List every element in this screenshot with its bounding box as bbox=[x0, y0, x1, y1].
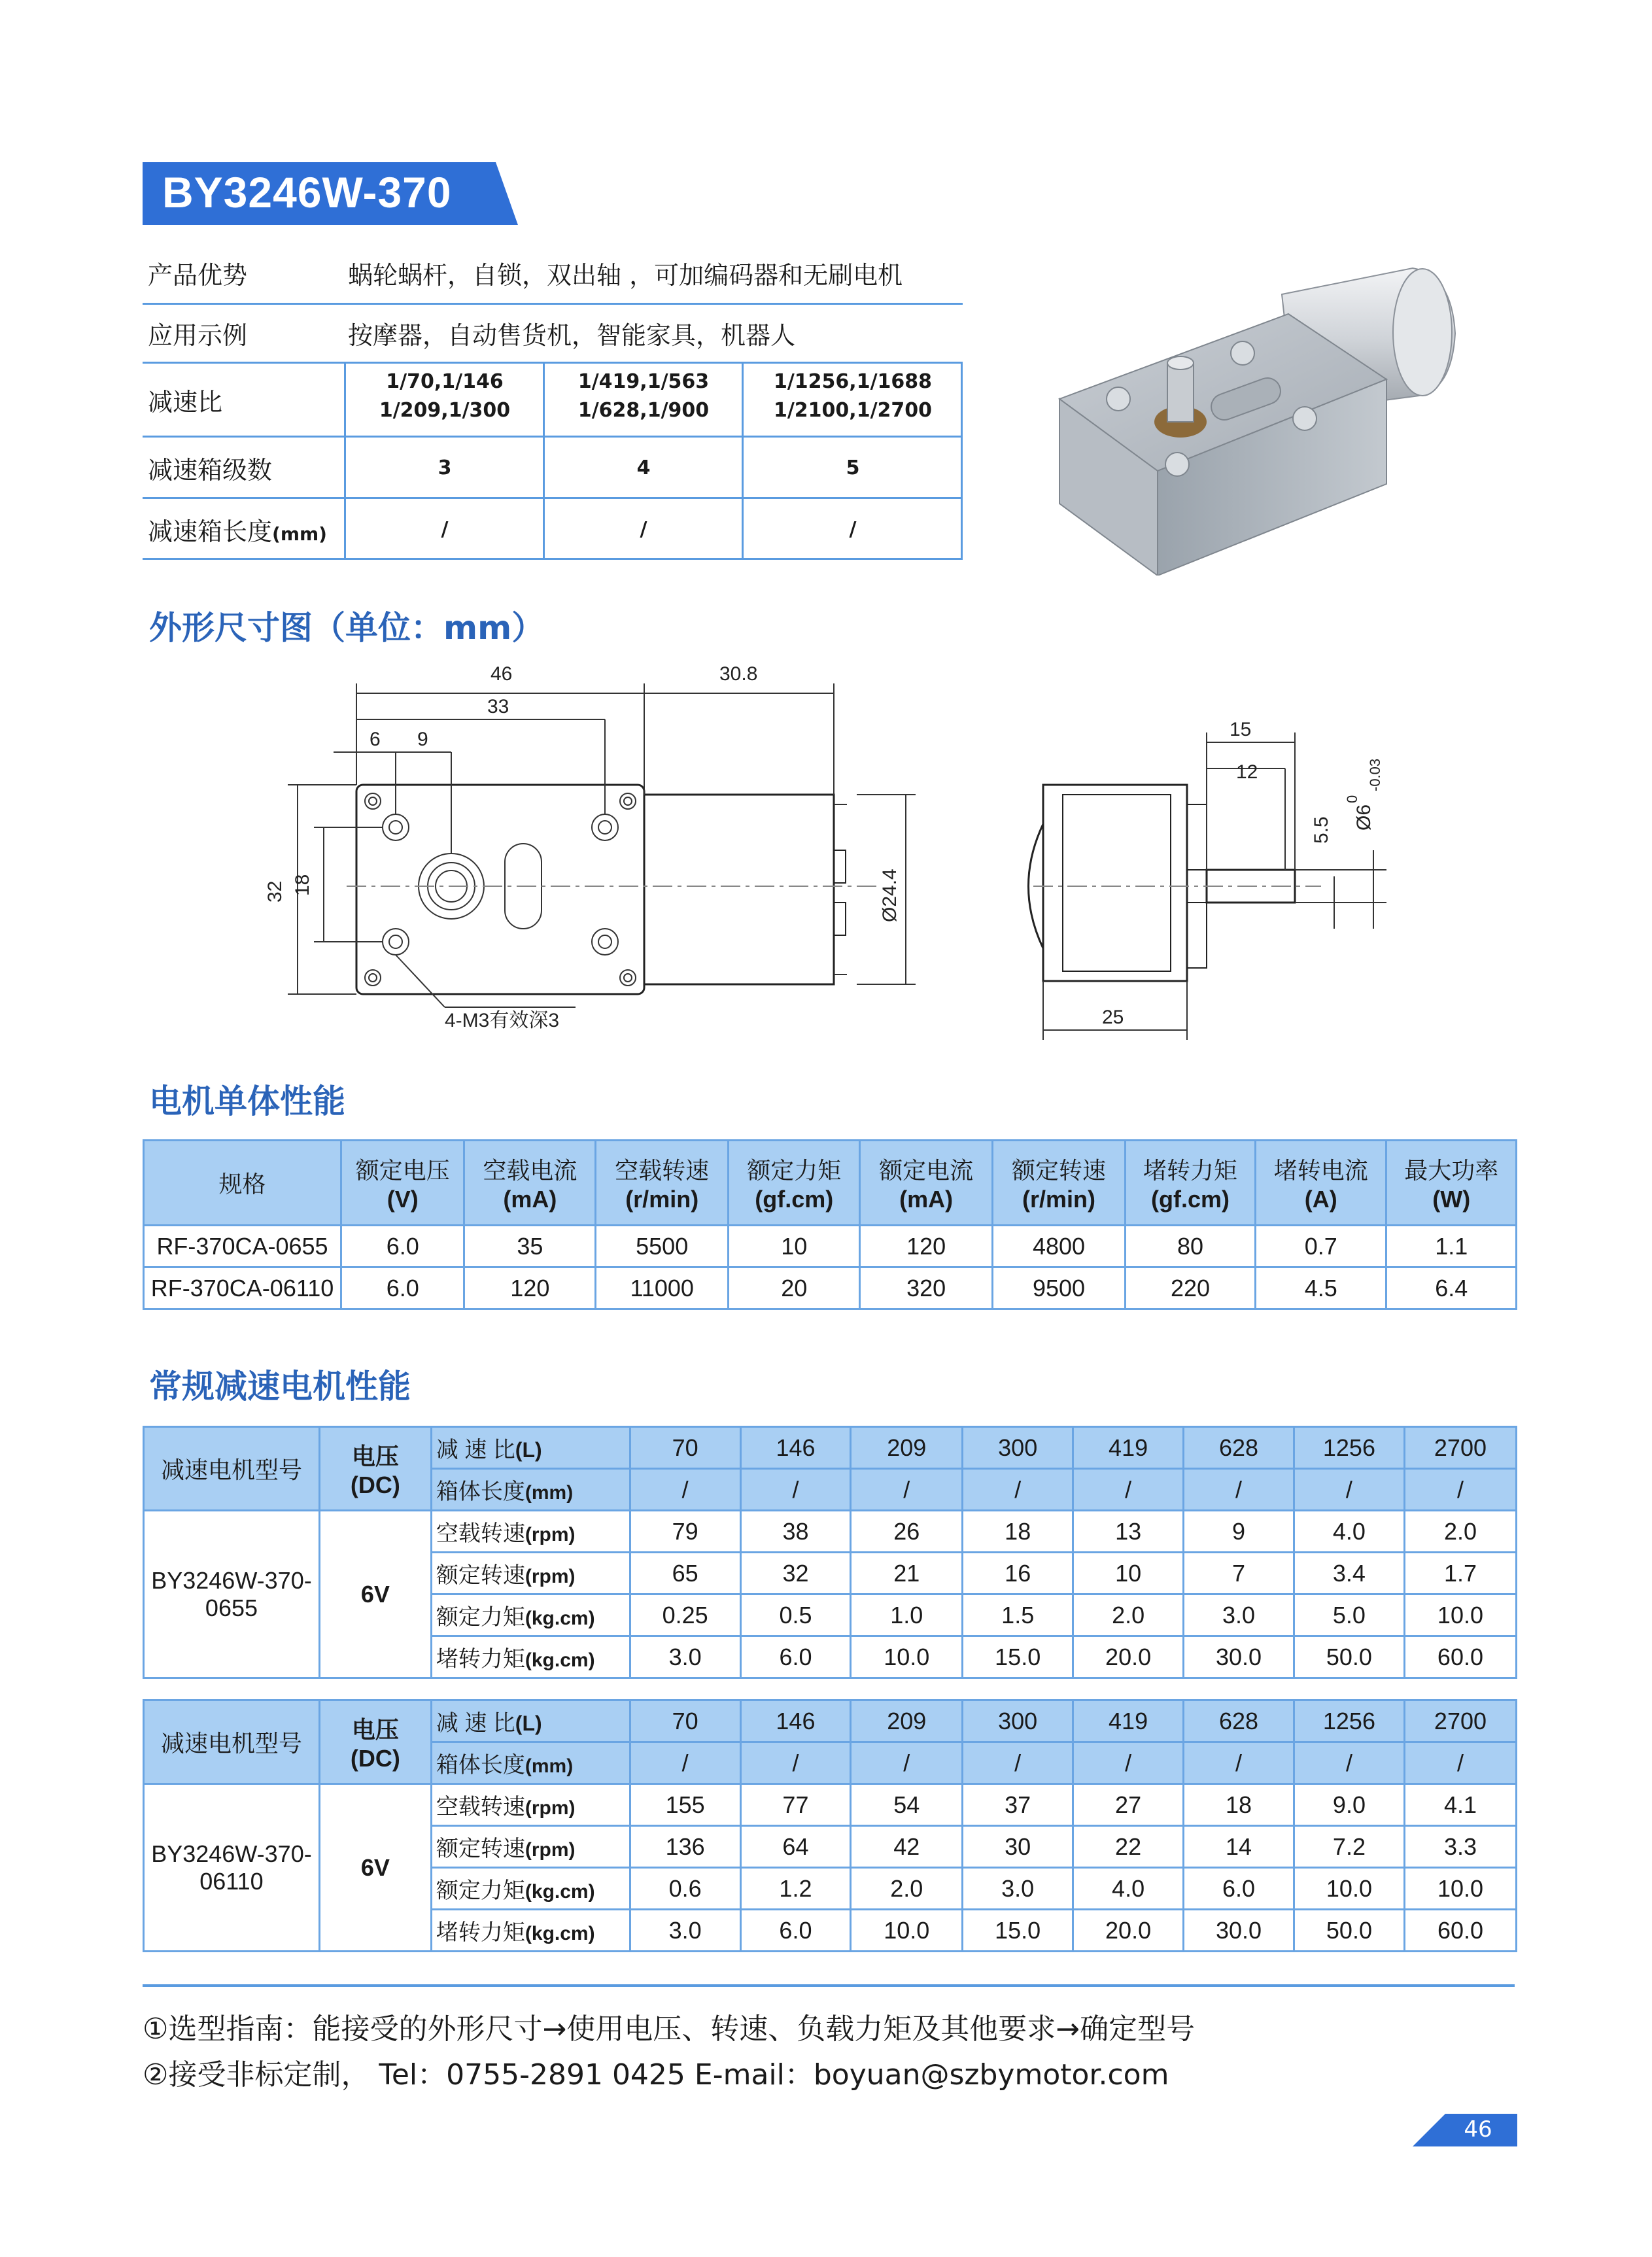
header-text: 额定力矩 bbox=[747, 1157, 842, 1184]
table-cell: 136 bbox=[630, 1826, 740, 1868]
ratio-value: 628 bbox=[1184, 1700, 1294, 1742]
table-cell: 60.0 bbox=[1404, 1636, 1516, 1678]
grid-line bbox=[742, 362, 744, 560]
table-text: 减 速 比 bbox=[436, 1438, 515, 1462]
header-spec bbox=[144, 1141, 341, 1226]
table-cell: 64 bbox=[740, 1826, 851, 1868]
row-label bbox=[431, 1511, 630, 1553]
table-text: (L) bbox=[515, 1712, 542, 1735]
ratio-value: 146 bbox=[740, 1427, 851, 1469]
row-label-unit: (rpm) bbox=[525, 1839, 576, 1861]
table-cell: 14 bbox=[1184, 1826, 1294, 1868]
length-value: / bbox=[963, 1469, 1073, 1511]
table-cell: 15.0 bbox=[963, 1636, 1073, 1678]
row-label bbox=[431, 1636, 630, 1678]
length-label bbox=[148, 511, 327, 547]
length-header bbox=[431, 1742, 630, 1784]
dim-32: 32 bbox=[264, 880, 286, 903]
length-value: / bbox=[630, 1742, 740, 1784]
table-cell: 13 bbox=[1073, 1511, 1184, 1553]
front-view-labels bbox=[264, 663, 901, 1031]
ratio-value: 628 bbox=[1184, 1427, 1294, 1469]
length-unit: (mm) bbox=[272, 523, 327, 545]
application-value: 按摩器，自动售货机，智能家具，机器人 bbox=[348, 321, 796, 350]
dim-9: 9 bbox=[417, 729, 428, 750]
model-text: BY3246W-370- bbox=[151, 1566, 312, 1594]
tolerance-lower: -0.03 bbox=[1367, 758, 1383, 791]
stages-cell: 3 bbox=[438, 457, 452, 479]
dim-12: 12 bbox=[1236, 761, 1258, 783]
length-value: / bbox=[851, 1469, 963, 1511]
divider bbox=[143, 436, 963, 438]
table-cell: 21 bbox=[851, 1553, 963, 1594]
length-value: / bbox=[851, 1742, 963, 1784]
table-cell: 10.0 bbox=[851, 1910, 963, 1952]
length-value: / bbox=[630, 1469, 740, 1511]
table-text: 减 速 比 bbox=[436, 1711, 515, 1736]
header-text: 额定电压 bbox=[355, 1157, 450, 1184]
header-text: 堵转力矩 bbox=[1143, 1157, 1238, 1184]
table-cell: 220 bbox=[1125, 1267, 1255, 1309]
table-cell: 10.0 bbox=[1404, 1868, 1516, 1910]
model-header bbox=[144, 1700, 320, 1784]
row-label-unit: (rpm) bbox=[525, 1797, 576, 1819]
header-text: 空载电流 bbox=[483, 1157, 577, 1184]
table-text: 电压 bbox=[351, 1716, 399, 1743]
table-text: 减速电机型号 bbox=[160, 1456, 302, 1483]
header-text: 额定电流 bbox=[879, 1157, 974, 1184]
table-cell: 3.0 bbox=[630, 1636, 740, 1678]
table-cell: 26 bbox=[851, 1511, 963, 1553]
header-text: 空载转速 bbox=[615, 1157, 710, 1184]
length-cell: / bbox=[441, 518, 449, 541]
header-rated-current bbox=[860, 1141, 993, 1226]
row-label-text: 堵转力矩 bbox=[436, 1920, 525, 1945]
grid-line bbox=[344, 362, 346, 560]
divider bbox=[143, 497, 963, 499]
table-row bbox=[144, 1267, 1517, 1309]
header-text: 最大功率 bbox=[1404, 1157, 1499, 1184]
table-cell: 50.0 bbox=[1294, 1636, 1404, 1678]
table-cell: 16 bbox=[963, 1553, 1073, 1594]
ratio-text: 1/2100,1/2700 bbox=[773, 399, 933, 422]
header-unit: (W) bbox=[1432, 1186, 1471, 1213]
table-cell: 4.0 bbox=[1073, 1868, 1184, 1910]
header-noload-current bbox=[464, 1141, 596, 1226]
table-row bbox=[144, 1784, 1517, 1826]
table-cell: 6.0 bbox=[740, 1910, 851, 1952]
table-row bbox=[144, 1226, 1517, 1267]
voltage-header bbox=[319, 1427, 431, 1511]
row-label-unit: (rpm) bbox=[525, 1566, 576, 1587]
header-unit: (V) bbox=[387, 1186, 419, 1213]
table-cell: 4800 bbox=[992, 1226, 1125, 1267]
table-cell: 37 bbox=[963, 1784, 1073, 1826]
ratio-value: 1256 bbox=[1294, 1427, 1404, 1469]
table-cell: 5.0 bbox=[1294, 1594, 1404, 1636]
ratio-header bbox=[431, 1700, 630, 1742]
table-cell: 79 bbox=[630, 1511, 740, 1553]
table-cell: 10.0 bbox=[851, 1636, 963, 1678]
ratio-text: 1/628,1/900 bbox=[577, 399, 710, 422]
dimension-heading: 外形尺寸图（单位：mm） bbox=[149, 609, 545, 647]
header-text: 额定转速 bbox=[1011, 1157, 1106, 1184]
table-cell: 20 bbox=[729, 1267, 860, 1309]
table-cell: 3.3 bbox=[1404, 1826, 1516, 1868]
table-cell: 4.5 bbox=[1256, 1267, 1386, 1309]
front-view bbox=[288, 683, 916, 1007]
stages-label: 减速箱级数 bbox=[148, 456, 273, 485]
voltage-header bbox=[319, 1700, 431, 1784]
ratio-value: 146 bbox=[740, 1700, 851, 1742]
divider bbox=[143, 362, 963, 364]
length-cell: / bbox=[849, 518, 857, 541]
header-rated-torque bbox=[729, 1141, 860, 1226]
dim-30-8: 30.8 bbox=[719, 663, 758, 685]
header-unit: (r/min) bbox=[625, 1186, 699, 1213]
thread-note: 4-M3有效深3 bbox=[445, 1010, 560, 1031]
divider bbox=[143, 558, 963, 560]
length-value: / bbox=[740, 1469, 851, 1511]
row-label bbox=[431, 1868, 630, 1910]
table-cell: 4.0 bbox=[1294, 1511, 1404, 1553]
length-label-text: 减速箱长度 bbox=[148, 517, 273, 546]
length-value: / bbox=[1404, 1469, 1516, 1511]
table-cell: 0.25 bbox=[630, 1594, 740, 1636]
model-cell bbox=[144, 1511, 320, 1678]
length-value: / bbox=[740, 1742, 851, 1784]
table-cell: 42 bbox=[851, 1826, 963, 1868]
model-text: BY3246W-370- bbox=[151, 1840, 312, 1867]
header-rated-speed bbox=[992, 1141, 1125, 1226]
dim-5-5: 5.5 bbox=[1311, 816, 1332, 844]
ratio-value: 2700 bbox=[1404, 1427, 1516, 1469]
table-cell: 38 bbox=[740, 1511, 851, 1553]
ratio-value: 2700 bbox=[1404, 1700, 1516, 1742]
footer-selection-guide: ①选型指南：能接受的外形尺寸→使用电压、转速、负载力矩及其他要求→确定型号 bbox=[143, 2012, 1196, 2046]
table-cell: 1.1 bbox=[1386, 1226, 1517, 1267]
dim-46: 46 bbox=[490, 663, 513, 685]
header-text: 堵转电流 bbox=[1273, 1157, 1368, 1184]
ratio-value: 419 bbox=[1073, 1427, 1184, 1469]
table-cell: 6.0 bbox=[740, 1636, 851, 1678]
ratio-value: 70 bbox=[630, 1700, 740, 1742]
row-label-unit: (rpm) bbox=[525, 1524, 576, 1545]
table-cell: 20.0 bbox=[1073, 1910, 1184, 1952]
ratio-value: 1256 bbox=[1294, 1700, 1404, 1742]
page-number-badge bbox=[1413, 2114, 1517, 2146]
footer-divider bbox=[143, 1984, 1515, 1987]
gear-motor-table bbox=[143, 1426, 1517, 1679]
row-label bbox=[431, 1784, 630, 1826]
header-unit: (mA) bbox=[503, 1186, 557, 1213]
header-stall-current bbox=[1256, 1141, 1386, 1226]
table-cell: 2.0 bbox=[1404, 1511, 1516, 1553]
table-cell: 1.0 bbox=[851, 1594, 963, 1636]
table-cell: 32 bbox=[740, 1553, 851, 1594]
header-max-power bbox=[1386, 1141, 1517, 1226]
row-label-text: 额定力矩 bbox=[436, 1878, 525, 1903]
table-cell: 0.7 bbox=[1256, 1226, 1386, 1267]
length-value: / bbox=[1404, 1742, 1516, 1784]
table-cell: 11000 bbox=[596, 1267, 729, 1309]
ratio-cell-1 bbox=[345, 368, 544, 425]
table-cell: 15.0 bbox=[963, 1910, 1073, 1952]
table-cell: 9500 bbox=[992, 1267, 1125, 1309]
table-cell: 20.0 bbox=[1073, 1636, 1184, 1678]
row-label-unit: (kg.cm) bbox=[525, 1649, 595, 1671]
table-cell: 18 bbox=[963, 1511, 1073, 1553]
table-cell: 6.4 bbox=[1386, 1267, 1517, 1309]
table-cell: 3.0 bbox=[1184, 1594, 1294, 1636]
table-text: (DC) bbox=[350, 1745, 400, 1772]
dim-18: 18 bbox=[292, 874, 313, 896]
table-cell: 77 bbox=[740, 1784, 851, 1826]
application-label: 应用示例 bbox=[148, 321, 248, 350]
table-cell: RF-370CA-06110 bbox=[144, 1267, 341, 1309]
model-text: 06110 bbox=[199, 1867, 264, 1895]
table-text: (mm) bbox=[525, 1482, 574, 1504]
dim-15: 15 bbox=[1230, 719, 1252, 740]
header-text: 规格 bbox=[218, 1171, 266, 1197]
length-value: / bbox=[1073, 1742, 1184, 1784]
ratio-value: 300 bbox=[963, 1700, 1073, 1742]
row-label-text: 堵转力矩 bbox=[436, 1647, 525, 1672]
dim-25: 25 bbox=[1102, 1007, 1124, 1028]
gear-table-ratio-row bbox=[144, 1427, 1517, 1469]
table-cell: 3.0 bbox=[630, 1910, 740, 1952]
table-cell: 35 bbox=[464, 1226, 596, 1267]
table-cell: 7.2 bbox=[1294, 1826, 1404, 1868]
ratio-value: 70 bbox=[630, 1427, 740, 1469]
table-row bbox=[144, 1511, 1517, 1553]
table-cell: 18 bbox=[1184, 1784, 1294, 1826]
table-cell: 30.0 bbox=[1184, 1636, 1294, 1678]
footer-contact: ②接受非标定制， Tel：0755-2891 0425 E-mail：boyuan@szbymotor.com bbox=[143, 2058, 1169, 2092]
table-cell: 1.5 bbox=[963, 1594, 1073, 1636]
table-text: 电压 bbox=[351, 1443, 399, 1470]
table-cell: 22 bbox=[1073, 1826, 1184, 1868]
table-cell: 10.0 bbox=[1294, 1868, 1404, 1910]
model-cell bbox=[144, 1784, 320, 1952]
row-label-text: 空载转速 bbox=[436, 1521, 525, 1546]
product-title: BY3246W-370 bbox=[162, 168, 452, 216]
advantage-value: 蜗轮蜗杆，自锁，双出轴 ，可加编码器和无刷电机 bbox=[348, 261, 903, 290]
table-cell: 6.0 bbox=[341, 1226, 464, 1267]
length-value: / bbox=[963, 1742, 1073, 1784]
row-label-text: 额定转速 bbox=[436, 1836, 525, 1861]
table-cell: 60.0 bbox=[1404, 1910, 1516, 1952]
header-unit: (gf.cm) bbox=[755, 1186, 834, 1213]
length-value: / bbox=[1294, 1742, 1404, 1784]
grid-line bbox=[543, 362, 545, 560]
table-text: (mm) bbox=[525, 1755, 574, 1777]
header-unit: (gf.cm) bbox=[1151, 1186, 1230, 1213]
table-cell: 7 bbox=[1184, 1553, 1294, 1594]
ratio-value: 300 bbox=[963, 1427, 1073, 1469]
row-label bbox=[431, 1826, 630, 1868]
ratio-header bbox=[431, 1427, 630, 1469]
row-label-unit: (kg.cm) bbox=[525, 1608, 595, 1629]
length-value: / bbox=[1073, 1469, 1184, 1511]
header-unit: (r/min) bbox=[1022, 1186, 1095, 1213]
table-cell: 80 bbox=[1125, 1226, 1255, 1267]
advantage-label: 产品优势 bbox=[148, 261, 248, 290]
stages-cell: 4 bbox=[636, 457, 651, 479]
table-cell: 3.0 bbox=[963, 1868, 1073, 1910]
row-label bbox=[431, 1594, 630, 1636]
stages-cell: 5 bbox=[846, 457, 860, 479]
motor-performance-table bbox=[143, 1139, 1517, 1310]
row-label-text: 额定转速 bbox=[436, 1563, 525, 1588]
tolerance-upper: 0 bbox=[1344, 795, 1360, 803]
ratio-cell-3 bbox=[743, 368, 963, 425]
table-text: 箱体长度 bbox=[436, 1753, 525, 1778]
ratio-value: 419 bbox=[1073, 1700, 1184, 1742]
gear-motor-heading: 常规减速电机性能 bbox=[149, 1368, 411, 1405]
table-cell: 1.7 bbox=[1404, 1553, 1516, 1594]
divider bbox=[143, 303, 963, 305]
row-label bbox=[431, 1553, 630, 1594]
header-stall-torque bbox=[1125, 1141, 1255, 1226]
row-label-text: 额定力矩 bbox=[436, 1605, 525, 1630]
motor-table-header bbox=[144, 1141, 1517, 1226]
voltage-cell: 6V bbox=[319, 1511, 431, 1678]
row-label bbox=[431, 1910, 630, 1952]
side-view bbox=[1029, 732, 1387, 1040]
table-cell: 0.5 bbox=[740, 1594, 851, 1636]
row-label-text: 空载转速 bbox=[436, 1795, 525, 1819]
table-cell: 27 bbox=[1073, 1784, 1184, 1826]
ratio-label: 减速比 bbox=[148, 388, 223, 417]
table-cell: 30 bbox=[963, 1826, 1073, 1868]
table-cell: 2.0 bbox=[851, 1868, 963, 1910]
table-cell: 1.2 bbox=[740, 1868, 851, 1910]
table-cell: 3.4 bbox=[1294, 1553, 1404, 1594]
table-cell: 155 bbox=[630, 1784, 740, 1826]
table-cell: 320 bbox=[860, 1267, 993, 1309]
table-text: 减速电机型号 bbox=[160, 1730, 302, 1757]
dim-shaft-diameter: Ø6 bbox=[1353, 804, 1375, 831]
table-cell: 54 bbox=[851, 1784, 963, 1826]
ratio-value: 209 bbox=[851, 1700, 963, 1742]
table-cell: 0.6 bbox=[630, 1868, 740, 1910]
length-cell: / bbox=[640, 518, 647, 541]
header-unit: (A) bbox=[1304, 1186, 1337, 1213]
header-noload-speed bbox=[596, 1141, 729, 1226]
length-value: / bbox=[1294, 1469, 1404, 1511]
table-cell: 9.0 bbox=[1294, 1784, 1404, 1826]
table-cell: 65 bbox=[630, 1553, 740, 1594]
table-cell: 10.0 bbox=[1404, 1594, 1516, 1636]
gear-table-ratio-row bbox=[144, 1700, 1517, 1742]
ratio-cell-2 bbox=[544, 368, 743, 425]
ratio-text: 1/70,1/146 bbox=[386, 370, 504, 393]
length-value: / bbox=[1184, 1469, 1294, 1511]
table-cell: 120 bbox=[860, 1226, 993, 1267]
table-text: (L) bbox=[515, 1438, 542, 1462]
ratio-text: 1/209,1/300 bbox=[379, 399, 511, 422]
table-text: (DC) bbox=[350, 1472, 400, 1498]
dimension-drawing bbox=[249, 654, 1400, 1046]
table-cell: 5500 bbox=[596, 1226, 729, 1267]
header-unit: (mA) bbox=[899, 1186, 954, 1213]
table-text: 箱体长度 bbox=[436, 1479, 525, 1504]
product-photo bbox=[1046, 249, 1491, 576]
title-banner bbox=[143, 162, 518, 225]
grid-line bbox=[961, 362, 963, 560]
page-number: 46 bbox=[1464, 2116, 1492, 2143]
model-text: 0655 bbox=[205, 1594, 258, 1621]
ratio-text: 1/1256,1/1688 bbox=[773, 370, 933, 393]
table-cell: 50.0 bbox=[1294, 1910, 1404, 1952]
header-rated-voltage bbox=[341, 1141, 464, 1226]
ratio-text: 1/419,1/563 bbox=[577, 370, 710, 393]
motor-performance-heading: 电机单体性能 bbox=[149, 1082, 345, 1120]
table-cell: RF-370CA-0655 bbox=[144, 1226, 341, 1267]
table-cell: 10 bbox=[729, 1226, 860, 1267]
table-cell: 10 bbox=[1073, 1553, 1184, 1594]
table-cell: 6.0 bbox=[341, 1267, 464, 1309]
row-label-unit: (kg.cm) bbox=[525, 1923, 595, 1944]
table-cell: 30.0 bbox=[1184, 1910, 1294, 1952]
length-value: / bbox=[1184, 1742, 1294, 1784]
model-header bbox=[144, 1427, 320, 1511]
ratio-value: 209 bbox=[851, 1427, 963, 1469]
length-header bbox=[431, 1469, 630, 1511]
dim-6: 6 bbox=[370, 729, 381, 750]
voltage-cell: 6V bbox=[319, 1784, 431, 1952]
dim-33: 33 bbox=[487, 696, 509, 717]
table-cell: 9 bbox=[1184, 1511, 1294, 1553]
row-label-unit: (kg.cm) bbox=[525, 1881, 595, 1903]
table-cell: 120 bbox=[464, 1267, 596, 1309]
table-cell: 2.0 bbox=[1073, 1594, 1184, 1636]
dim-diameter-24-4: Ø24.4 bbox=[879, 869, 901, 922]
table-cell: 4.1 bbox=[1404, 1784, 1516, 1826]
gear-motor-table bbox=[143, 1699, 1517, 1952]
table-cell: 6.0 bbox=[1184, 1868, 1294, 1910]
